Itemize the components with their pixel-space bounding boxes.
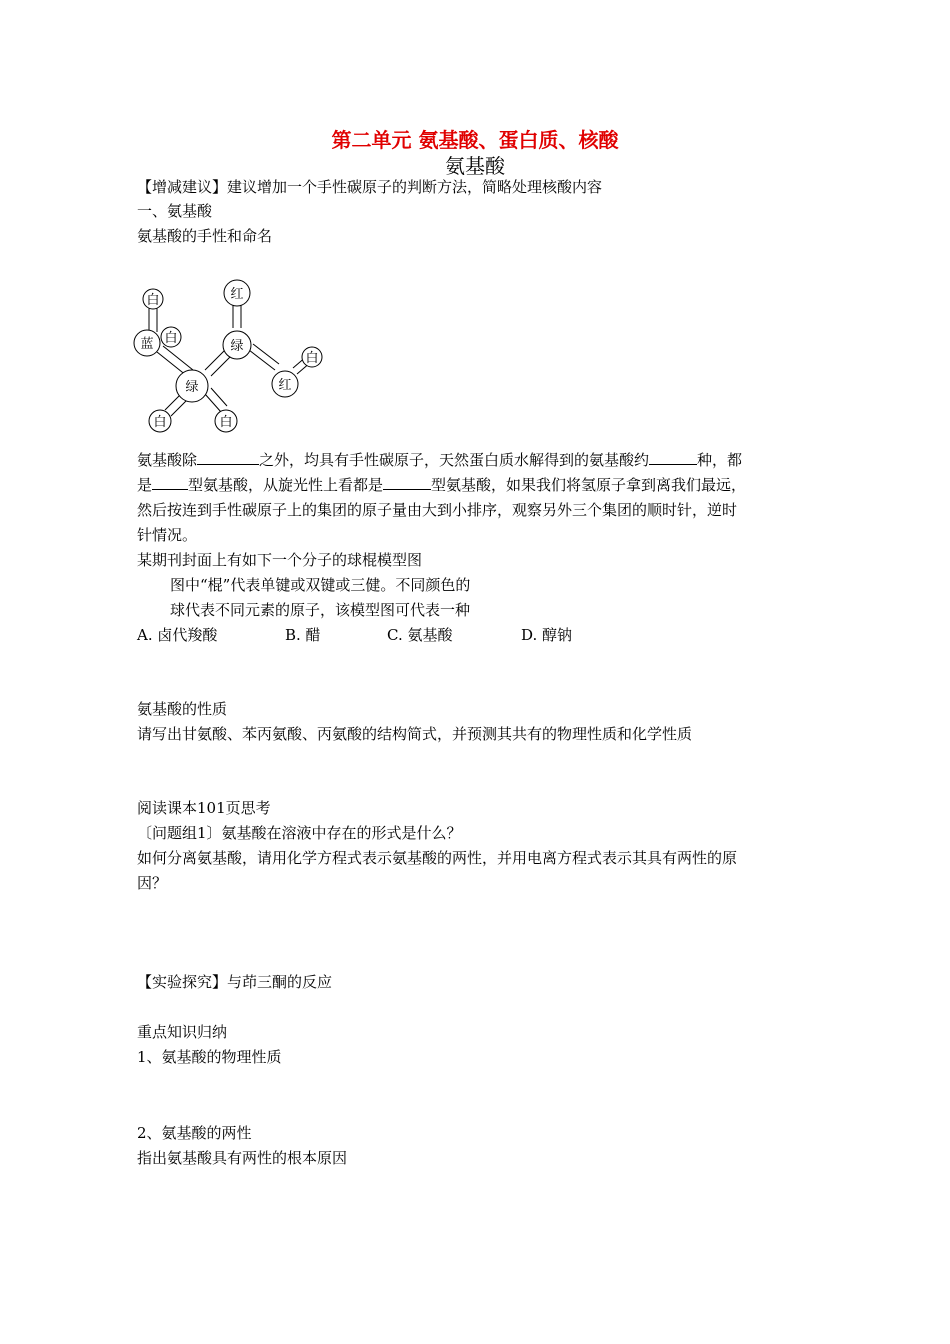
label-green-top: 绿 xyxy=(230,339,244,354)
option-b[interactable]: B. 醋 xyxy=(285,626,321,644)
label-green-center: 绿 xyxy=(185,380,199,395)
fill-blank-2[interactable] xyxy=(649,449,697,465)
section-heading: 一、氨基酸 xyxy=(137,202,213,220)
label-white-top: 白 xyxy=(146,293,160,308)
question-line-1: 图中“棍”代表单键或双键或三健。不同颜色的 xyxy=(170,576,471,594)
bond-sticks xyxy=(149,304,311,416)
question-intro: 某期刊封面上有如下一个分子的球棍模型图 xyxy=(137,551,423,569)
summary-item-2-task: 指出氨基酸具有两性的根本原因 xyxy=(137,1149,348,1167)
fill-blank-4[interactable] xyxy=(383,474,431,490)
label-red-right: 红 xyxy=(278,378,292,393)
paragraph-line-2: 是 型氨基酸，从旋光性上看都是 型氨基酸，如果我们将氢原子拿到离我们最远， xyxy=(137,476,747,494)
ball-stick-model xyxy=(125,270,335,440)
option-c[interactable]: C. 氨基酸 xyxy=(387,626,453,644)
label-white-right: 白 xyxy=(305,351,319,366)
summary-item-1: 1、氨基酸的物理性质 xyxy=(137,1048,282,1066)
option-a[interactable]: A. 卤代羧酸 xyxy=(137,626,218,644)
label-white-bottom-left: 白 xyxy=(153,415,167,430)
separation-question-2: 因？ xyxy=(137,874,168,892)
paragraph-line-3: 然后按连到手性碳原子上的集团的原子量由大到小排序，观察另外三个集团的顺时针，逆时 xyxy=(137,501,738,519)
summary-heading: 重点知识归纳 xyxy=(137,1023,228,1041)
experiment-heading: 【实验探究】与茚三酮的反应 xyxy=(137,973,333,991)
label-blue: 蓝 xyxy=(140,337,154,352)
fill-blank-3[interactable] xyxy=(152,474,188,490)
reading-prompt: 阅读课本101页思考 xyxy=(137,799,271,817)
option-d[interactable]: D. 醇钠 xyxy=(521,626,573,644)
question-group: 〔问题组1〕氨基酸在溶液中存在的形式是什么？ xyxy=(137,824,462,842)
chirality-heading: 氨基酸的手性和命名 xyxy=(137,227,273,245)
question-line-2: 球代表不同元素的原子，该模型图可代表一种 xyxy=(170,601,471,619)
document-title: 第二单元 氨基酸、蛋白质、核酸 xyxy=(331,128,619,152)
label-red-top: 红 xyxy=(230,287,244,302)
suggestion-line: 【增减建议】建议增加一个手性碳原子的判断方法，简略处理核酸内容 xyxy=(137,178,603,196)
label-white-bottom-right: 白 xyxy=(219,415,233,430)
separation-question-1: 如何分离氨基酸，请用化学方程式表示氨基酸的两性，并用电离方程式表示其具有两性的原 xyxy=(137,849,738,867)
document-subtitle: 氨基酸 xyxy=(445,154,505,178)
properties-task: 请写出甘氨酸、苯丙氨酸、丙氨酸的结构简式，并预测其共有的物理性质和化学性质 xyxy=(137,725,693,743)
label-white-blue-side: 白 xyxy=(164,331,178,346)
fill-blank-1[interactable] xyxy=(197,449,259,465)
paragraph-line-4: 针情况。 xyxy=(137,526,198,544)
properties-heading: 氨基酸的性质 xyxy=(137,700,228,718)
paragraph-line-1: 氨基酸除 之外，均具有手性碳原子，天然蛋白质水解得到的氨基酸约 种，都 xyxy=(137,451,743,469)
summary-item-2: 2、氨基酸的两性 xyxy=(137,1124,252,1142)
